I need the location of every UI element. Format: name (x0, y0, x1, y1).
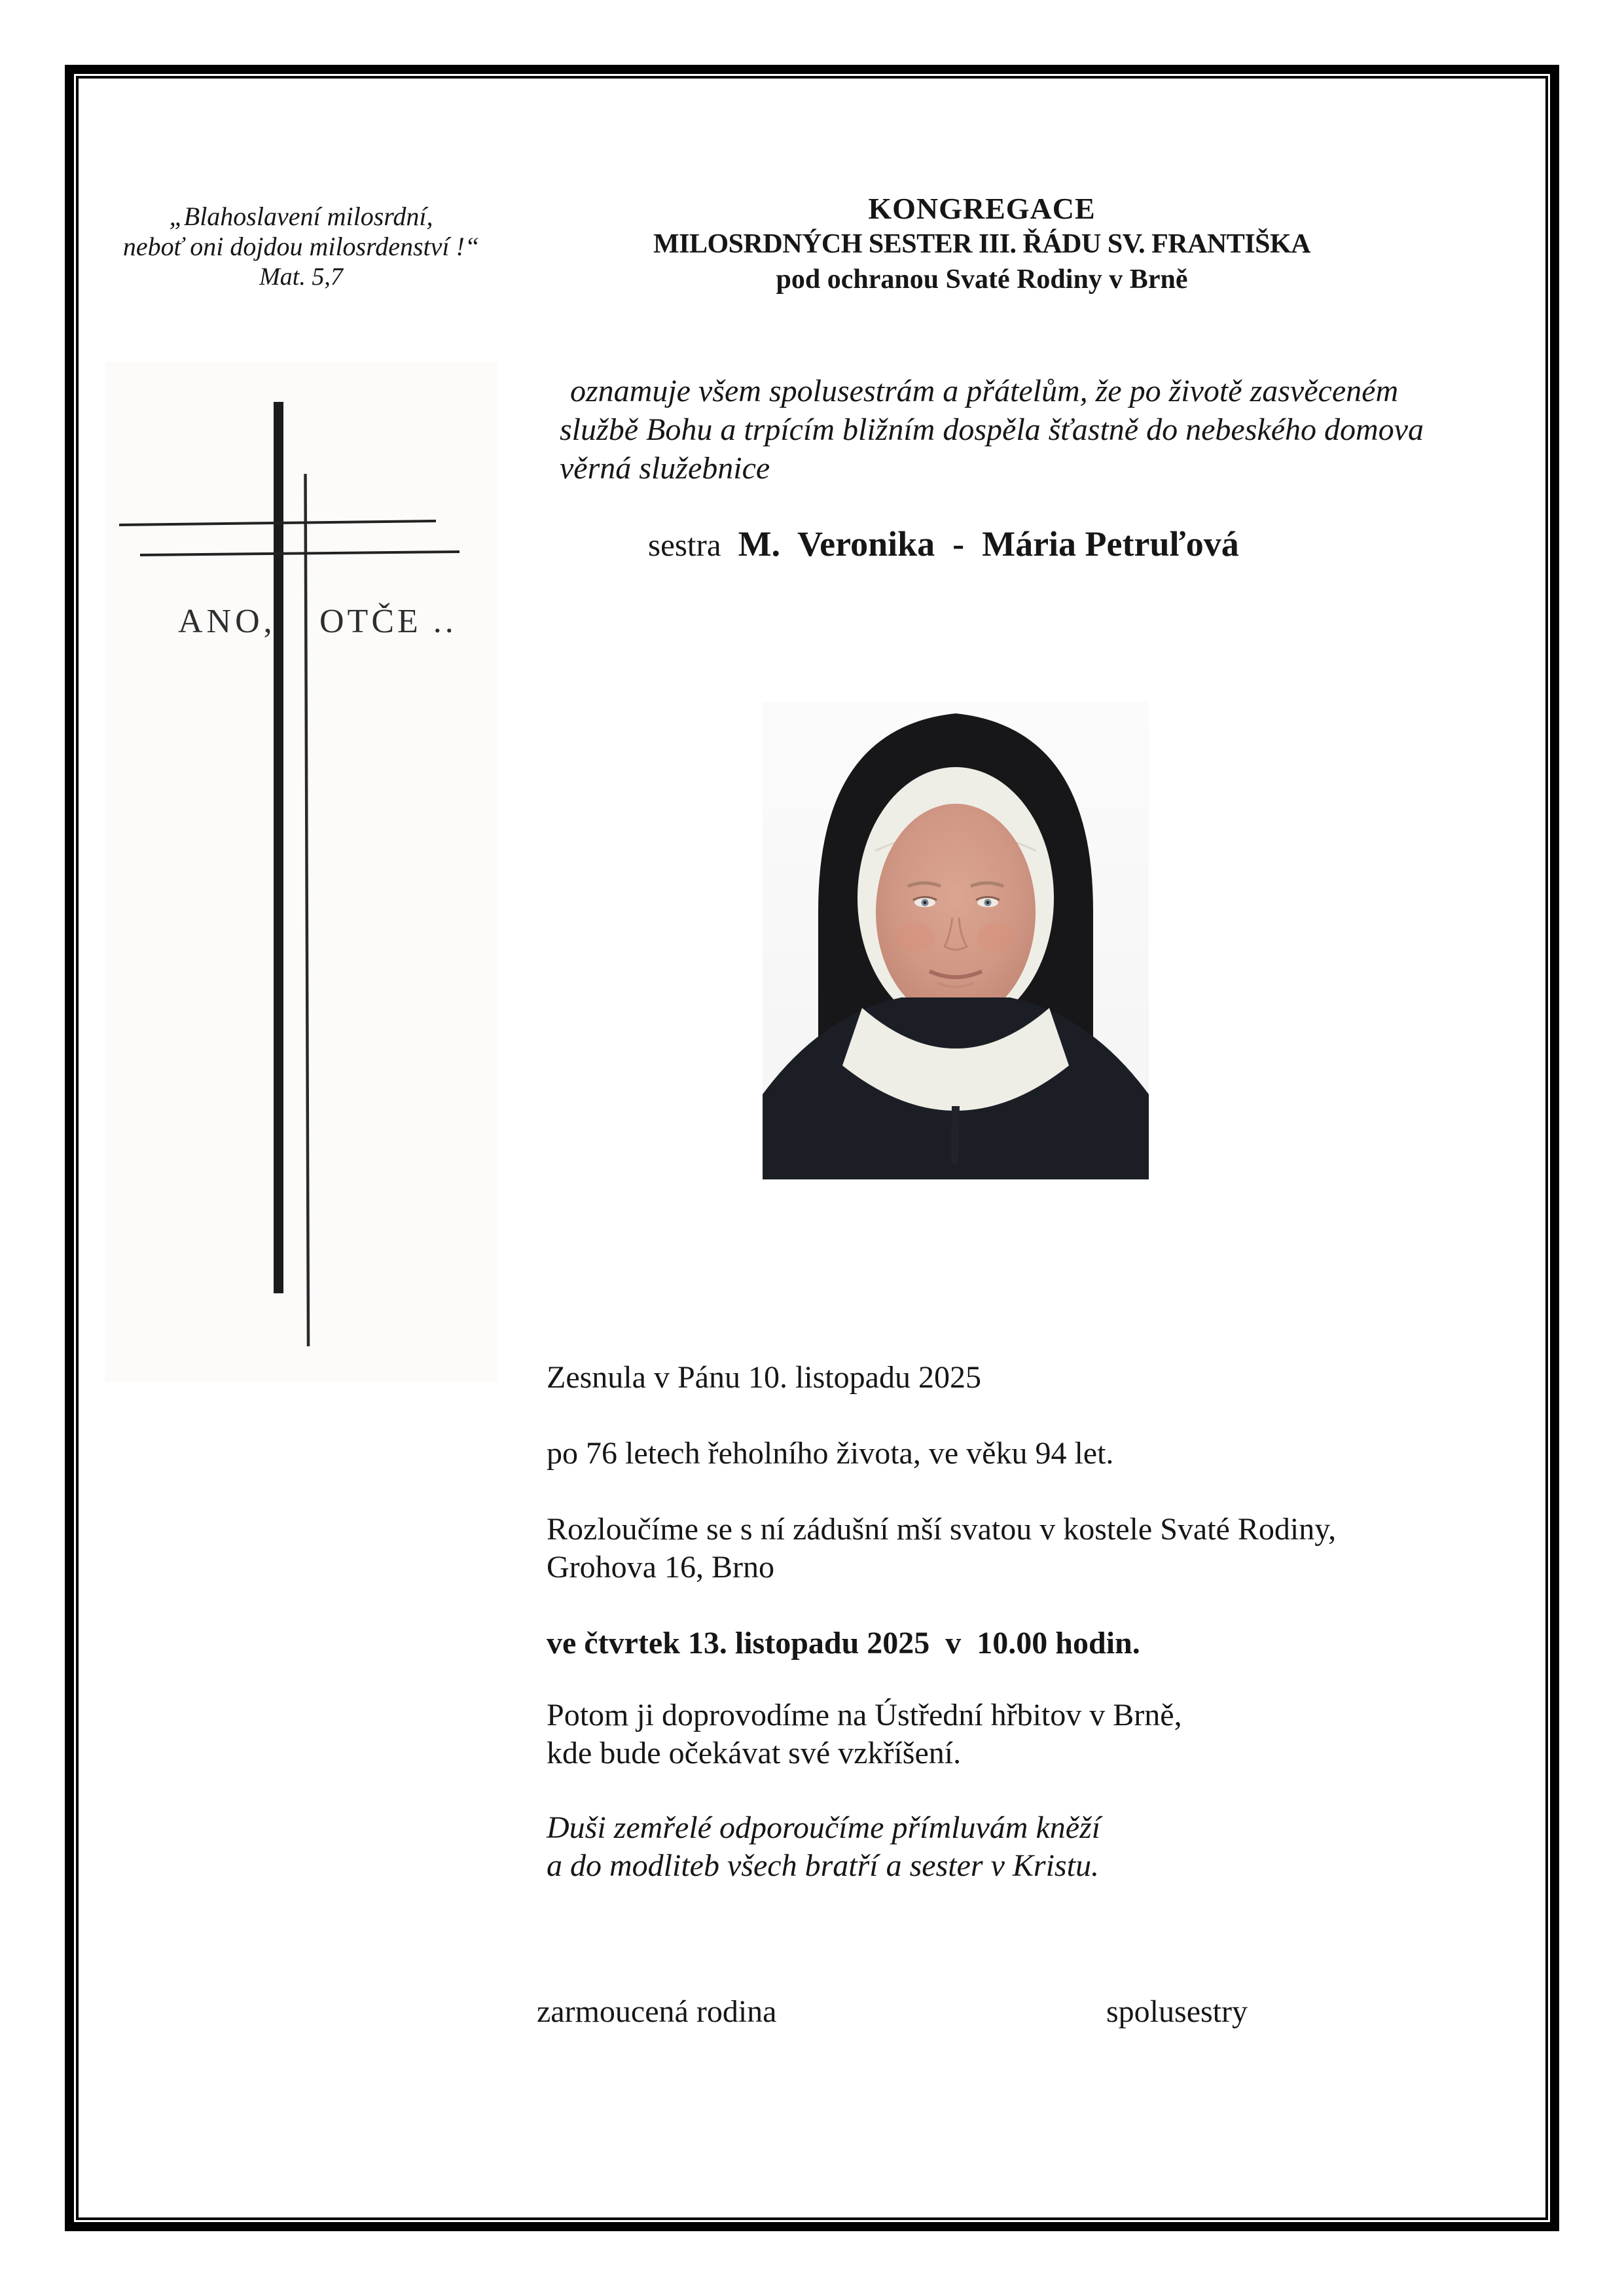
header-line-2: MILOSRDNÝCH SESTER III. ŘÁDU SV. FRANTIŠKA (653, 229, 1310, 259)
name-prefix: sestra (648, 527, 721, 563)
quote-line-2: neboť oni dojdou milosrdenství !“ (122, 232, 480, 261)
pupil-left (924, 901, 927, 905)
farewell-line-2: Grohova 16, Brno (547, 1550, 774, 1585)
announcement-paragraph (560, 372, 1515, 488)
cross-graphic (105, 361, 497, 1386)
portrait-photo (763, 702, 1149, 1183)
scripture-quote (92, 202, 511, 292)
prayer-line-2: a do modliteb všech bratří a sester v Kristu. (547, 1848, 1099, 1883)
header-line-3: pod ochranou Svaté Rodiny v Brně (776, 264, 1188, 295)
cross-word-left: ANO, (178, 603, 276, 640)
paragraph-funeral-datetime: ve čtvrtek 13. listopadu 2025 v 10.00 hodin. (547, 1626, 1140, 1660)
farewell-line-1: Rozloučíme se s ní zádušní mší svatou v kostele Svaté Rodiny, (547, 1512, 1337, 1547)
announcement-line-3: věrná služebnice (560, 451, 770, 486)
cheek-left (895, 923, 935, 952)
paragraph-burial (547, 1696, 1182, 1772)
scan-background (105, 361, 497, 1382)
paragraph-farewell (547, 1511, 1336, 1587)
pupil-right (986, 901, 990, 905)
prayer-line-1: Duši zemřelé odporoučíme přímluvám kněží (547, 1810, 1101, 1845)
announcement-line-1: oznamuje všem spolusestrám a přátelům, že po životě zasvěceném (570, 374, 1399, 408)
burial-line-2: kde bude očekávat své vzkříšení. (547, 1736, 962, 1770)
deceased-name: M. Veronika - Mária Petruľová (738, 524, 1239, 564)
congregation-header (560, 191, 1404, 297)
quote-reference: Mat. 5,7 (259, 263, 343, 291)
cross-word-right: OTČE .. (319, 603, 457, 640)
header-line-1: KONGREGACE (868, 192, 1096, 225)
paragraph-prayer (547, 1809, 1100, 1885)
burial-line-1: Potom ji doprovodíme na Ústřední hřbitov v Brně, (547, 1698, 1182, 1732)
paragraph-religious-years: po 76 letech řeholního života, ve věku 94 let. (547, 1436, 1114, 1471)
quote-line-1: „Blahoslavení milosrdní, (169, 202, 433, 231)
signature-sisters: spolusestry (1106, 1994, 1248, 2029)
deceased-name-line (648, 524, 1499, 564)
cheek-right (977, 923, 1016, 952)
cross-thick-vertical-line (274, 402, 283, 1293)
collar-slit (951, 1106, 960, 1164)
signature-family: zarmoucená rodina (537, 1994, 777, 2029)
face (876, 804, 1036, 1021)
paragraph-death-date: Zesnula v Pánu 10. listopadu 2025 (547, 1360, 981, 1395)
announcement-line-2: službě Bohu a trpícím bližním dospěla šťastně do nebeského domova (560, 412, 1424, 447)
